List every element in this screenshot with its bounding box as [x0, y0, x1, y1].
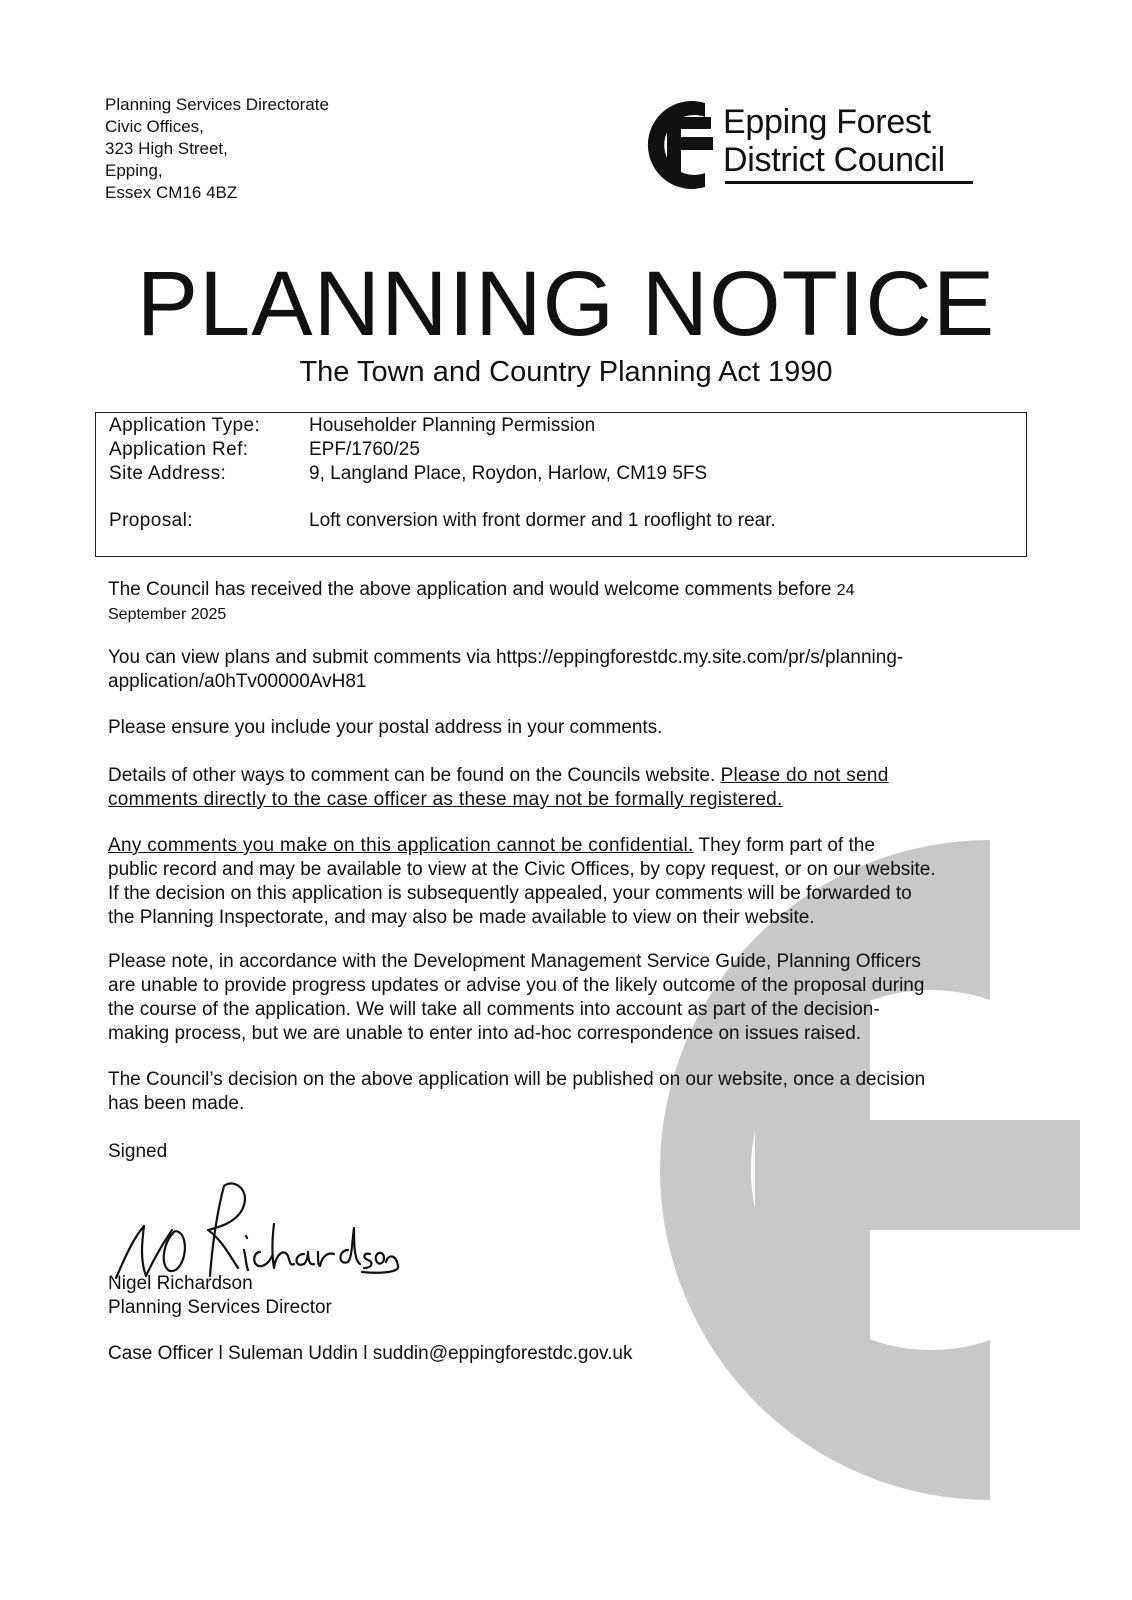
- site-address-label: Site Address:: [109, 463, 227, 484]
- page-subtitle: The Town and Country Planning Act 1990: [299, 356, 833, 388]
- view-plans-line: You can view plans and submit comments via https://eppingforestdc.my.site.com/pr/s/planning-: [108, 647, 904, 668]
- other-ways-paragraph: [108, 764, 1038, 812]
- proposal-row: [109, 509, 776, 533]
- progress-line: making process, but we are unable to enter into ad-hoc correspondence on issues raised.: [108, 1023, 862, 1044]
- postal-address-paragraph: [108, 716, 1038, 740]
- application-type-value: Householder Planning Permission: [309, 415, 596, 436]
- proposal-value: Loft conversion with front dormer and 1 rooflight to rear.: [309, 510, 776, 531]
- application-ref-value: EPF/1760/25: [309, 439, 420, 460]
- address-line: Epping,: [105, 161, 163, 180]
- application-details-box: [95, 412, 1027, 557]
- application-ref-row: [109, 438, 420, 462]
- confidentiality-line: If the decision on this application is subsequently appealed, your comments will be forwarded to: [108, 883, 912, 904]
- site-address-row: [109, 462, 707, 486]
- progress-line: are unable to provide progress updates or advise you of the likely outcome of the proposal during: [108, 975, 925, 996]
- decision-paragraph: [108, 1068, 1038, 1116]
- case-officer-line: Case Officer l Suleman Uddin l suddin@eppingforestdc.gov.uk: [108, 1343, 633, 1364]
- view-plans-url-line: application/a0hTv00000AvH81: [108, 671, 367, 692]
- page-title: PLANNING NOTICE: [136, 253, 996, 355]
- signed-label: Signed: [108, 1141, 168, 1162]
- comment-deadline-paragraph: [108, 578, 1038, 627]
- proposal-label: Proposal:: [109, 510, 193, 531]
- application-type-label: Application Type:: [109, 415, 261, 436]
- address-line: 323 High Street,: [105, 139, 228, 158]
- address-line: Planning Services Directorate: [105, 95, 329, 114]
- do-not-send-notice-cont: comments directly to the case officer as these may not be formally registered.: [108, 789, 783, 810]
- progress-line: Please note, in accordance with the Development Management Service Guide, Planning Officers: [108, 951, 921, 972]
- not-confidential-notice: Any comments you make on this application cannot be confidential.: [108, 835, 694, 856]
- decision-line: has been made.: [108, 1093, 245, 1114]
- council-logo: [637, 97, 977, 197]
- postal-address-text: Please ensure you include your postal address in your comments.: [108, 717, 663, 738]
- confidentiality-line: public record and may be available to view at the Civic Offices, by copy request, or on our website.: [108, 859, 936, 880]
- address-line: Essex CM16 4BZ: [105, 183, 238, 202]
- progress-updates-paragraph: [108, 950, 1038, 1046]
- site-address-value: 9, Langland Place, Roydon, Harlow, CM19 5FS: [309, 463, 708, 484]
- application-type-row: [109, 414, 595, 438]
- logo-underline: [725, 181, 973, 184]
- sender-address: [105, 94, 329, 204]
- do-not-send-notice: Please do not send: [720, 765, 889, 786]
- confidentiality-paragraph: [108, 834, 1038, 930]
- other-ways-text: Details of other ways to comment can be found on the Councils website.: [108, 765, 716, 786]
- deadline-text: The Council has received the above application and would welcome comments before: [108, 579, 832, 600]
- council-name: [723, 103, 945, 179]
- signatory-block: [108, 1272, 1038, 1320]
- deadline-day: 24: [836, 582, 855, 599]
- deadline-date: September 2025: [108, 606, 227, 623]
- decision-line: The Council’s decision on the above application will be published on our website, once a decision: [108, 1069, 926, 1090]
- confidentiality-text: They form part of the: [698, 835, 875, 856]
- council-logo-icon: [637, 97, 717, 193]
- council-name-line: District Council: [723, 141, 945, 179]
- council-name-line: Epping Forest: [723, 103, 931, 141]
- application-ref-label: Application Ref:: [109, 439, 249, 460]
- confidentiality-line: the Planning Inspectorate, and may also be made available to view on their website.: [108, 907, 815, 928]
- signatory-role: Planning Services Director: [108, 1297, 332, 1318]
- progress-line: the course of the application. We will take all comments into account as part of the decision-: [108, 999, 880, 1020]
- address-line: Civic Offices,: [105, 117, 204, 136]
- signatory-name: Nigel Richardson: [108, 1273, 253, 1294]
- view-plans-paragraph: [108, 646, 1038, 694]
